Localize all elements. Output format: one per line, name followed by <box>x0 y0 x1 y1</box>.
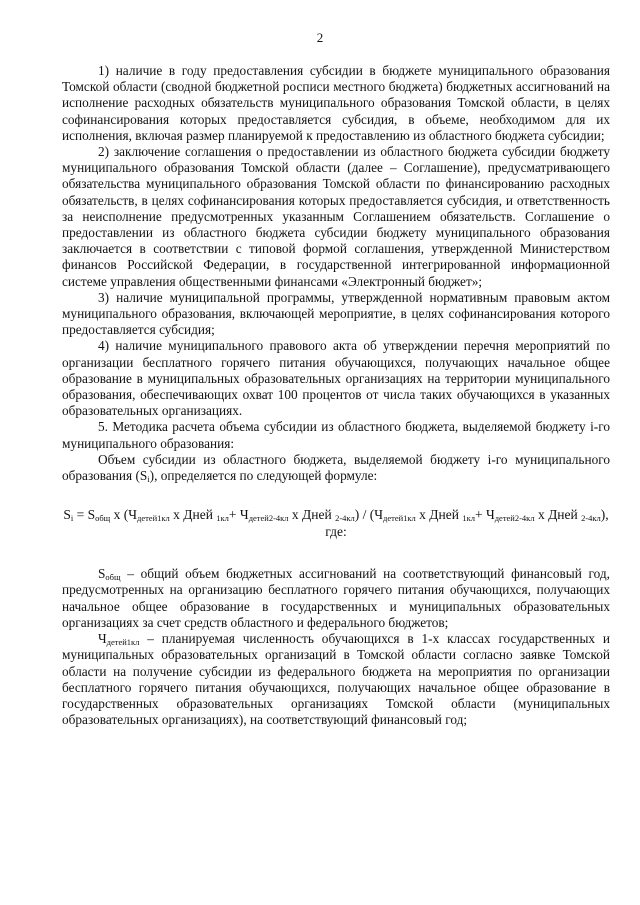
paragraph-condition-4: 4) наличие муниципального правового акта об утверждении перечня мероприятий по организации бесплатного горячего питания обучающихся, получающих начальное общее образование в муниципальных образовательных организациях на территории муниципального образования, обеспечивающих охват 100 процентов от числа таких обучающихся в указанных образовательных организациях. <box>62 338 610 419</box>
formula-intro-text: Объем субсидии из областного бюджета, выделяемой бюджету i-го муниципального образования (S <box>62 451 610 484</box>
paragraph-formula-intro <box>62 452 610 484</box>
page-number: 2 <box>316 30 324 45</box>
subsidy-formula: $S_i = S_{общ}$ x ($Ч_{детей1кл}$ x Дней $_{1кл}+ Ч_{детей2-4кл}$ x Дней $_{2-4кл}) / (Ч_{детей1кл}$ x Дней $_{1кл}+ Ч_{детей2-4кл}$ x Дней $_{2-4кл}$), где: <box>63 507 609 540</box>
definition-s-total: $S_{общ}$ – общий объем бюджетных ассигнований на соответствующий финансовый год, предусмотренных на организацию бесплатного горячего питания обучающихся, получающих начальное общее образование в государственных и муниципальных образовательных организациях за счет средств областного и федерального бюджетов; <box>62 566 610 630</box>
definition-children-grade1: $Ч_{детей1кл}$ – планируемая численность обучающихся в 1-х классах государственных и муниципальных образовательных организаций в Томской области согласно заявке Томской области на получение субсидии из федерального бюджета на мероприятия по организации бесплатного горячего питания обучающихся, получающих начальное общее образование в государственных образовательных организациях Томской области (муниципальных образовательных организациях), на соответствующий финансовый год; <box>62 631 610 728</box>
paragraph-methodology: 5. Методика расчета объема субсидии из областного бюджета, выделяемой бюджету i-го муниципального образования: <box>62 419 610 451</box>
document-body <box>62 63 610 728</box>
paragraph-condition-2: 2) заключение соглашения о предоставлении из областного бюджета субсидии бюджету муниципального образования Томской области (далее – Соглашение), предусматривающего обязательства муниципального образования Томской области по финансированию расходных обязательств, в целях софинансирования которых предоставляется субсидия, и ответственность за неисполнение предусмотренных указанным Соглашением обязательств. Соглашение о предоставлении из областного бюджета субсидии бюджету муниципального образования заключается в соответствии с типовой формой соглашения, утвержденной Министерством финансов Российской Федерации, в государственной интегрированной информационной системе управления общественными финансами «Электронный бюджет»; <box>62 144 610 289</box>
formula-intro-text-end: ), определяется по следующей формуле: <box>149 468 378 484</box>
paragraph-condition-1: 1) наличие в году предоставления субсидии в бюджете муниципального образования Томской области (сводной бюджетной росписи местного бюджета) бюджетных ассигнований на исполнение расходных обязательств муниципального образования Томской области, в целях софинансирования которых предоставляется субсидия, в объеме, необходимом для их исполнения, включая размер планируемой к предоставлению из областного бюджета субсидии; <box>62 63 610 143</box>
paragraph-condition-3: 3) наличие муниципальной программы, утвержденной нормативным правовым актом муниципального образования, включающей мероприятие, в целях софинансирования которого предоставляется субсидия; <box>62 289 610 338</box>
formula-intro-subscript: i <box>147 474 150 485</box>
